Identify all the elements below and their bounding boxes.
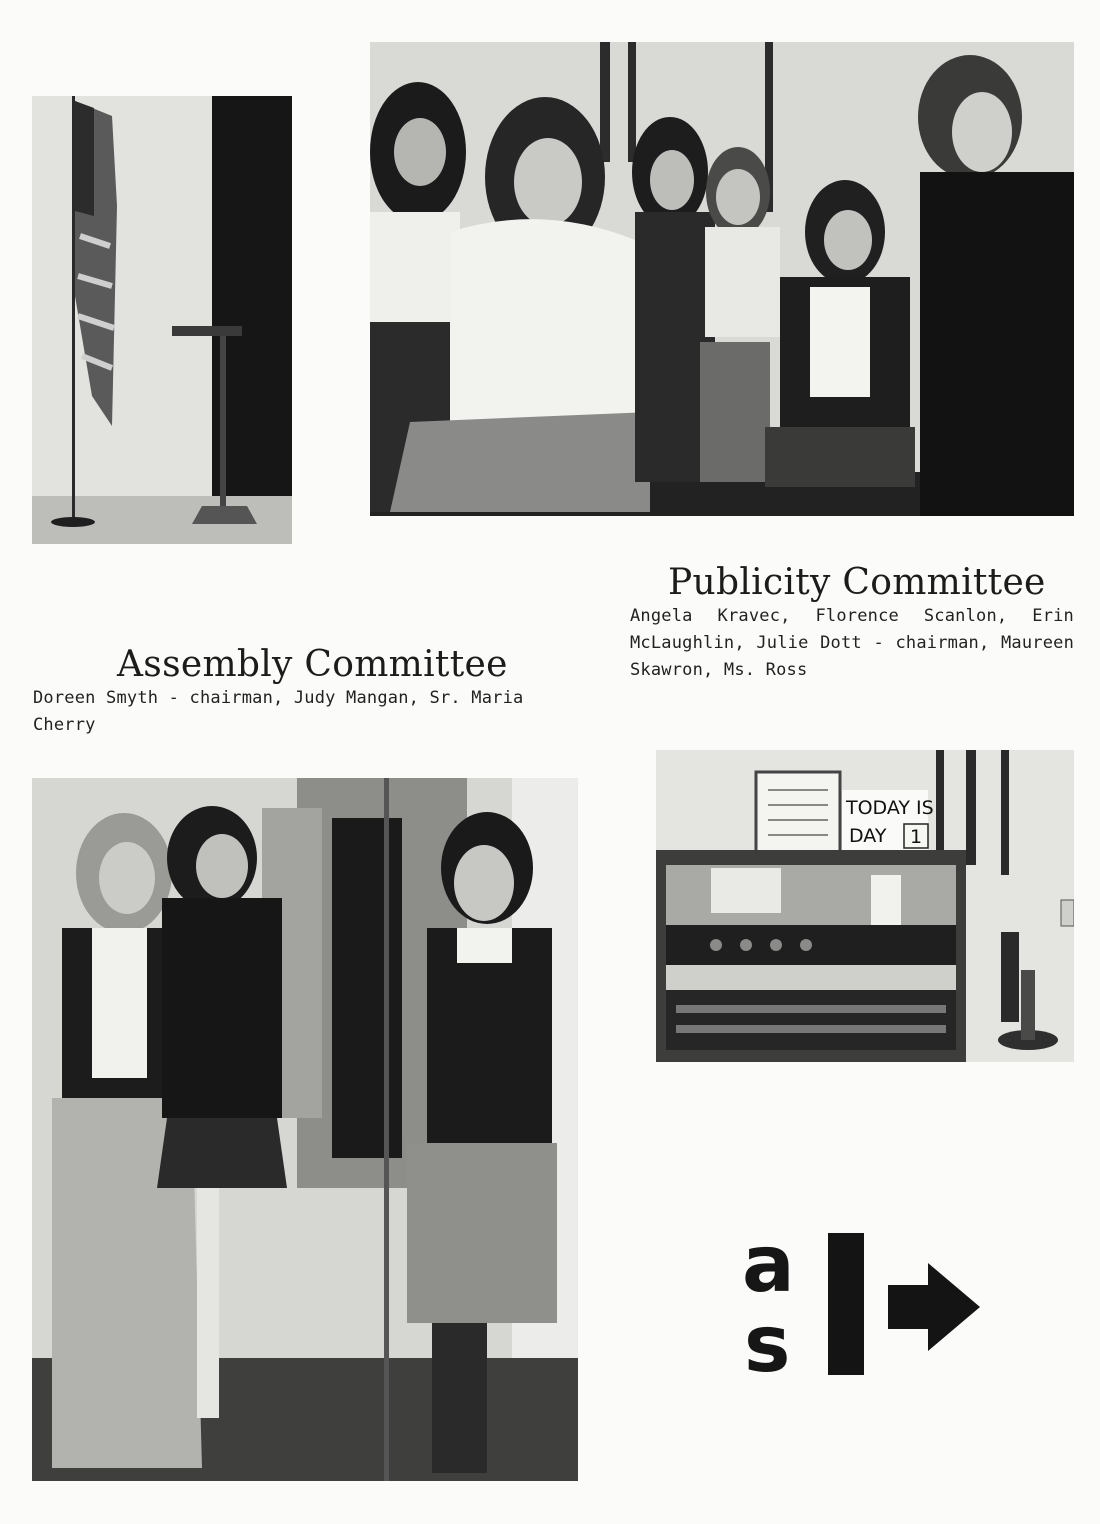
pa-system-console-photo <box>656 750 1074 1062</box>
flag-and-podium-photo <box>32 96 292 544</box>
logo-bar <box>828 1233 864 1375</box>
assembly-committee-title: Assembly Committee <box>117 644 508 685</box>
publicity-committee-title: Publicity Committee <box>668 562 1046 603</box>
assembly-committee-switch-panel-photo <box>32 778 578 1481</box>
publicity-committee-members: Angela Kravec, Florence Scanlon, Erin McLaughlin, Julie Dott - chairman, Maureen Skawron, Ms. Ross <box>630 606 1074 680</box>
publicity-committee-group-photo <box>370 42 1074 516</box>
sign-day: DAY <box>849 825 887 847</box>
sign-day-number: 1 <box>910 826 923 848</box>
logo-letter-s: s <box>744 1300 791 1385</box>
sign-today-is: TODAY IS <box>846 797 934 819</box>
assembly-committee-members: Doreen Smyth - chairman, Judy Mangan, Sr. Maria Cherry <box>33 688 524 735</box>
logo-letter-a: a <box>742 1225 795 1310</box>
right-arrow-icon <box>888 1263 980 1351</box>
as-logo <box>740 1225 990 1385</box>
